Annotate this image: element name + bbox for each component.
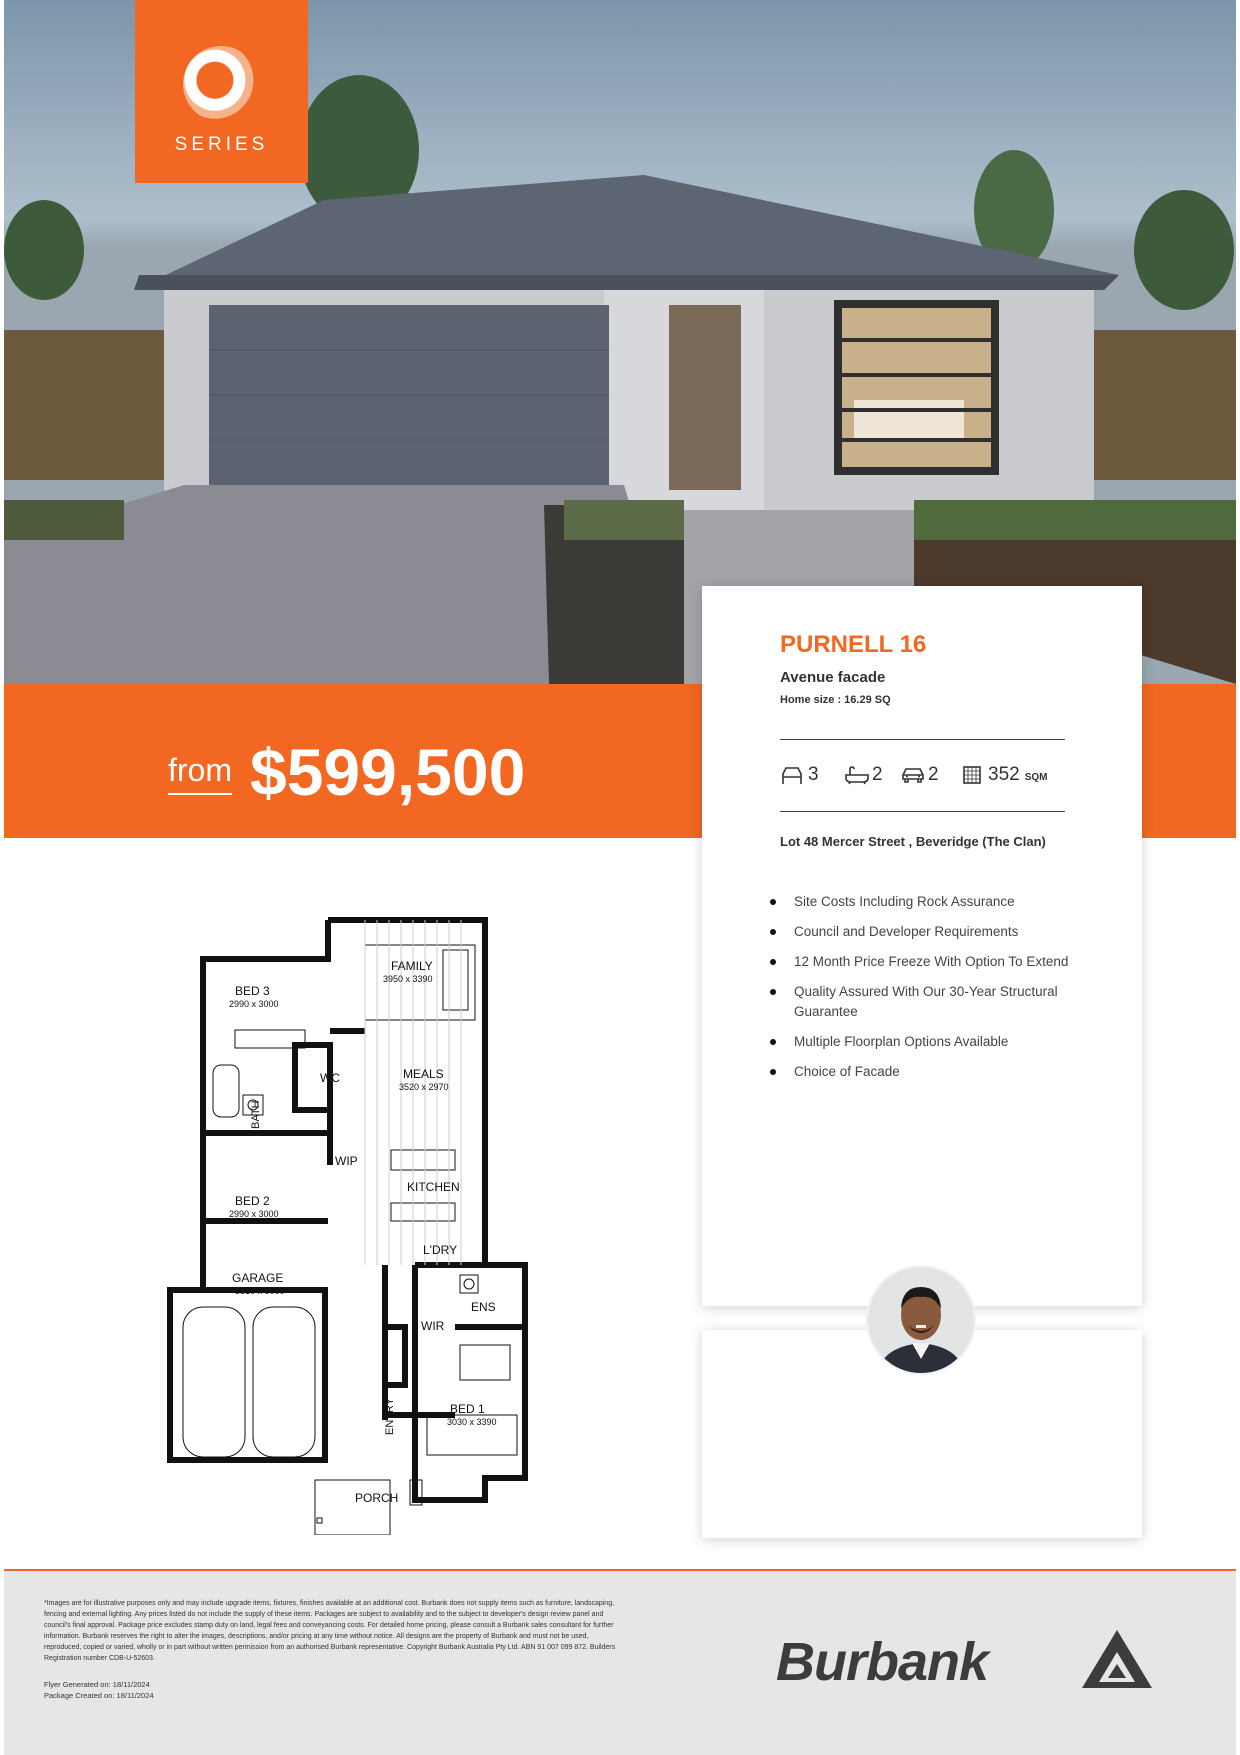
burbank-triangle-logo-icon [1080, 1628, 1154, 1690]
list-item: Multiple Floorplan Options Available [780, 1032, 1070, 1052]
land-area-icon [962, 765, 982, 785]
package-created-date: Package Created on: 18/11/2024 [44, 1691, 154, 1700]
bath-icon [844, 765, 870, 785]
room-label-wip: WIP [335, 1154, 358, 1168]
inclusions-list [780, 892, 1070, 1092]
floorplan [155, 915, 535, 1535]
room-label-porch: PORCH [355, 1491, 399, 1505]
garage-count: 2 [928, 764, 939, 785]
land-size-spec [962, 764, 1047, 786]
bathroom-count: 2 [872, 764, 883, 785]
room-label-ensuite: ENS [471, 1300, 496, 1314]
series-label: SERIES [174, 134, 269, 155]
divider [780, 739, 1065, 740]
bedroom-count: 3 [808, 764, 819, 785]
home-size: Home size : 16.29 SQ [780, 694, 891, 706]
room-label-bed3: BED 3 [235, 984, 270, 998]
lot-address: Lot 48 Mercer Street , Beveridge (The Clan) [780, 834, 1046, 849]
list-item: Choice of Facade [780, 1062, 1070, 1082]
consultant-avatar [866, 1265, 976, 1375]
list-item: Site Costs Including Rock Assurance [780, 892, 1070, 912]
room-label-wc: WC [320, 1071, 340, 1085]
flyer-generated-date: Flyer Generated on: 18/11/2024 [44, 1680, 150, 1689]
garage-spec [900, 764, 939, 786]
room-label-laundry: L'DRY [423, 1243, 458, 1257]
room-dims-family: 3950 x 3390 [383, 974, 433, 984]
room-label-wir: WIR [421, 1319, 445, 1333]
room-dims-meals: 3520 x 2970 [399, 1082, 449, 1092]
room-dims-bed1: 3030 x 3390 [447, 1417, 497, 1427]
room-dims-bed3: 2990 x 3000 [229, 999, 279, 1009]
room-label-meals: MEALS [403, 1067, 444, 1081]
divider [780, 811, 1065, 812]
room-label-kitchen: KITCHEN [407, 1180, 460, 1194]
bathroom-spec [844, 764, 883, 786]
land-size-unit: SQM [1024, 771, 1048, 783]
price-amount: $599,500 [250, 735, 526, 809]
list-item: Council and Developer Requirements [780, 922, 1070, 942]
price-prefix: from [168, 752, 232, 795]
bedroom-spec [780, 764, 819, 786]
room-dims-garage: 5510 x 6000 [235, 1286, 285, 1296]
specs-row [780, 764, 1080, 794]
list-item: 12 Month Price Freeze With Option To Extend [780, 952, 1070, 972]
home-info-card [702, 586, 1142, 1306]
generated-dates [44, 1679, 154, 1701]
burbank-logo: Burbank [776, 1632, 989, 1692]
room-label-bed2: BED 2 [235, 1194, 270, 1208]
car-icon [900, 765, 926, 785]
room-label-garage: GARAGE [232, 1271, 284, 1285]
room-label-entry: ENTRY [384, 1397, 396, 1435]
home-name: PURNELL 16 [780, 631, 927, 658]
series-badge [135, 0, 308, 183]
person-photo-icon [868, 1267, 974, 1373]
facade-name: Avenue facade [780, 669, 886, 686]
list-item: Quality Assured With Our 30-Year Structural Guarantee [780, 982, 1070, 1022]
land-size-value: 352 [988, 764, 1020, 785]
room-label-bath: BATH [250, 1100, 262, 1129]
footer [4, 1569, 1236, 1755]
room-label-bed1: BED 1 [450, 1402, 485, 1416]
series-logo-icon [183, 46, 259, 122]
bed-icon [780, 765, 804, 785]
disclaimer-text: *Images are for illustrative purposes only and may include upgrade items, fixtures, finishes available at an additional cost. Burbank does not supply items such as furniture, landscaping, fencing and external lighting. Any prices listed do not include the supply of these items. Packages are subject to availability and to the subject to developer's design review panel and council's final approval. Package price excludes stamp duty on land, legal fees and conveyancing costs. For detailed home pricing, please consult a Burbank sales consultant for further information. Burbank reserves the right to alter the images, descriptions, and/or pricing at any time without notice. All designs are the property of Burbank and must not be used, reproduced, copied or varied, wholly or in part without written permission from an authorised Burbank representative. Copyright Burbank Australia Pty Ltd. ABN 91 007 099 872. Builders Registration number CDB-U-52603. [44, 1600, 616, 1662]
room-label-family: FAMILY [391, 959, 433, 973]
room-dims-bed2: 2990 x 3000 [229, 1209, 279, 1219]
